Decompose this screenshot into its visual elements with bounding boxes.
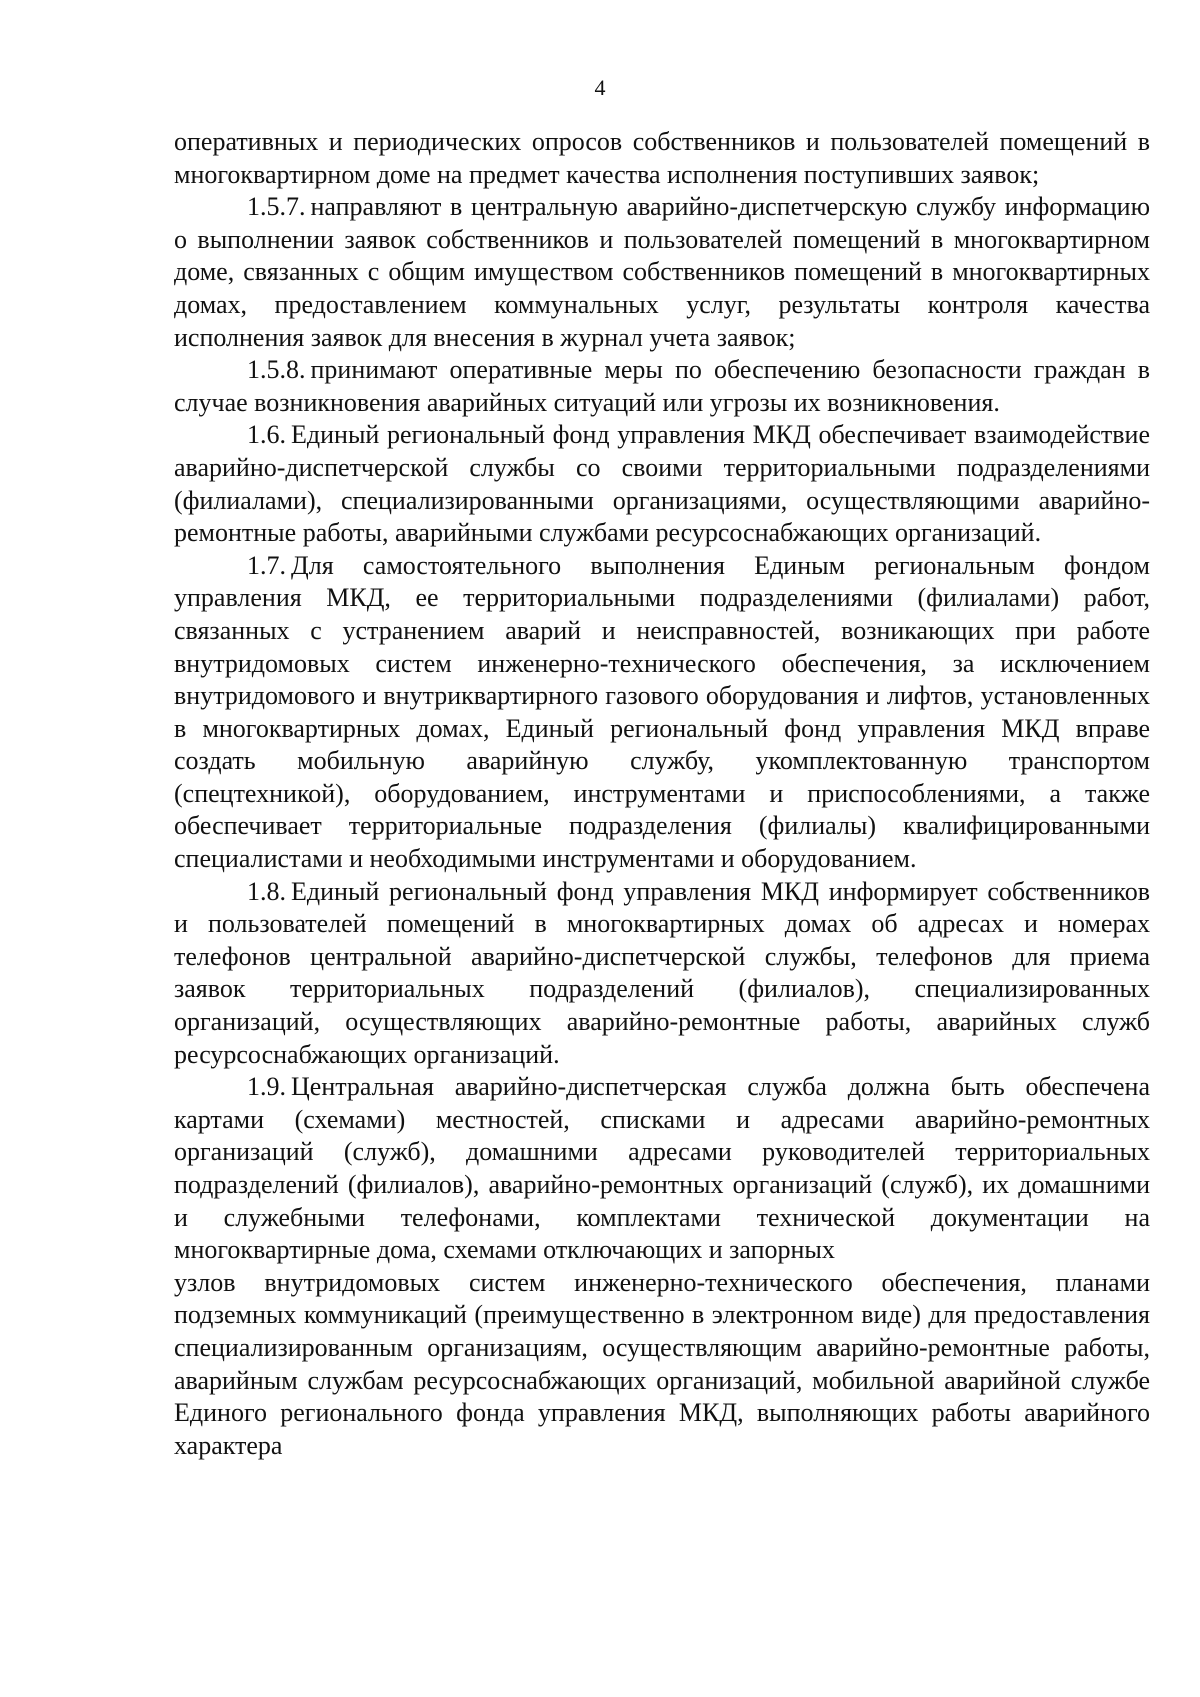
paragraph-1-9-continuation (174, 1267, 1150, 1463)
paragraph-text: Центральная аварийно-диспетчерская служба должна быть обеспечена картами (схемами) местностей, списками и адресами аварийно-ремонтных организаций (служб), домашними адресами руководителей территориальных подразделений (филиалов), аварийно-ремонтных организаций (служб), их домашними и служебными телефонами, комплектами технической документации на многоквартирные дома, схемами отключающих и запорных (174, 1072, 1150, 1265)
paragraph-text: принимают оперативные меры по обеспечению безопасности граждан в случае возникновения аварийных ситуаций или угрозы их возникновения. (174, 355, 1150, 417)
paragraph-1-5-6-continuation (174, 126, 1150, 191)
paragraph-1-6 (174, 419, 1150, 549)
paragraph-number: 1.5.7. (247, 192, 306, 222)
paragraph-1-8 (174, 876, 1150, 1072)
paragraph-number: 1.5.8. (247, 355, 306, 385)
paragraph-1-9 (174, 1071, 1150, 1267)
document-body (174, 126, 1150, 1462)
paragraph-text: Единый региональный фонд управления МКД обеспечивает взаимодействие аварийно-диспетчерской службы со своими территориальными подразделениями (филиалами), специализированными организациями, осуществляющими аварийно-ремонтные работы, аварийными службами ресурсоснабжающих организаций. (174, 420, 1150, 548)
paragraph-number: 1.6. (247, 420, 286, 450)
paragraph-text: оперативных и периодических опросов собственников и пользователей помещений в многоквартирном доме на предмет качества исполнения поступивших заявок; (174, 127, 1150, 189)
paragraph-1-7 (174, 550, 1150, 876)
paragraph-number: 1.7. (247, 550, 286, 580)
paragraph-1-5-7 (174, 191, 1150, 354)
paragraph-number: 1.8. (247, 876, 286, 906)
page-number: 4 (594, 75, 606, 100)
paragraph-text: узлов внутридомовых систем инженерно-технического обеспечения, планами подземных коммуникаций (преимущественно в электронном виде) для предоставления специализированным организациям, осуществляющим аварийно-ремонтные работы, аварийным службам ресурсоснабжающих организаций, мобильной аварийной службе Единого регионального фонда управления МКД, выполняющих работы аварийного характера (174, 1267, 1150, 1460)
paragraph-1-5-8 (174, 354, 1150, 419)
paragraph-number: 1.9. (247, 1072, 286, 1102)
paragraph-text: направляют в центральную аварийно-диспетчерскую службу информацию о выполнении заявок собственников и пользователей помещений в многоквартирном доме, связанных с общим имуществом собственников помещений в многоквартирных домах, предоставлением коммунальных услуг, результаты контроля качества исполнения заявок для внесения в журнал учета заявок; (174, 192, 1150, 352)
paragraph-text: Для самостоятельного выполнения Единым региональным фондом управления МКД, ее территориальными подразделениями (филиалами) работ, связанных с устранением аварий и неисправностей, возникающих при работе внутридомовых систем инженерно-технического обеспечения, за исключением внутридомового и внутриквартирного газового оборудования и лифтов, установленных в многоквартирных домах, Единый региональный фонд управления МКД вправе создать мобильную аварийную службу, укомплектованную транспортом (спецтехникой), оборудованием, инструментами и приспособлениями, а также обеспечивает территориальные подразделения (филиалы) квалифицированными специалистами и необходимыми инструментами и оборудованием. (174, 550, 1150, 874)
paragraph-text: Единый региональный фонд управления МКД информирует собственников и пользователей помещений в многоквартирных домах об адресах и номерах телефонов центральной аварийно-диспетчерской службы, телефонов для приема заявок территориальных подразделений (филиалов), специализированных организаций, осуществляющих аварийно-ремонтные работы, аварийных служб ресурсоснабжающих организаций. (174, 876, 1150, 1069)
